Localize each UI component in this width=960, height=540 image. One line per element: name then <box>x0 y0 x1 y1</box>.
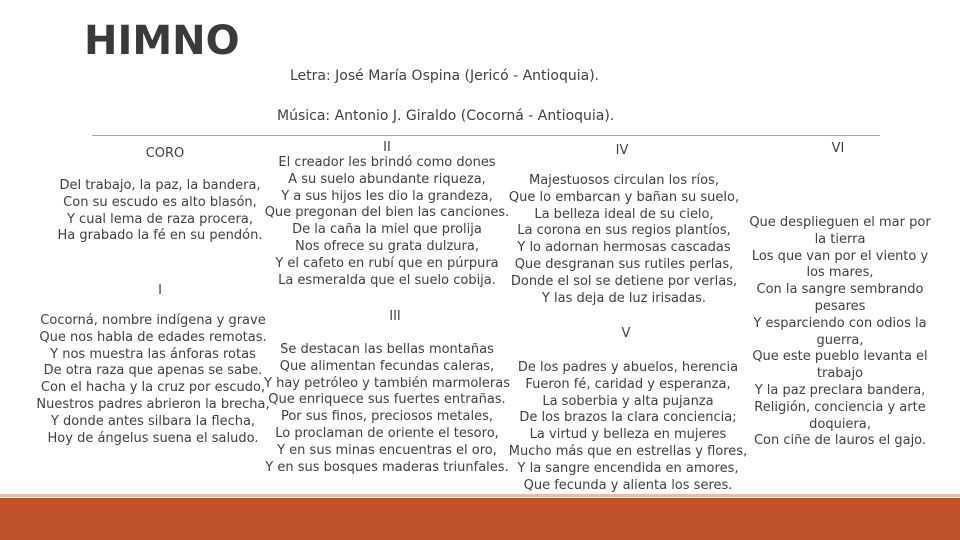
stanza-line: Y cual lema de raza procera, <box>66 211 253 227</box>
stanza-line: Con ciñe de lauros el gajo. <box>753 433 927 449</box>
stanza-2 <box>264 155 510 289</box>
stanza-line: Por sus finos, preciosos metales, <box>280 409 494 425</box>
stanza-line: Y la sangre encendida en amores, <box>517 460 739 476</box>
stanza-1 <box>36 313 270 447</box>
music-credit: Música: Antonio J. Giraldo (Cocorná - Antioquia). <box>277 108 615 124</box>
stanza-line: Y nos muestra las ánforas rotas <box>50 346 256 362</box>
stanza-3 <box>264 342 510 476</box>
stanza-line: Cocorná, nombre indígena y grave <box>40 313 266 328</box>
lyrics-credit: Letra: José María Ospina (Jericó - Antioquia). <box>290 68 600 84</box>
footer-bar <box>0 498 960 540</box>
stanza-line: La soberbia y alta pujanza <box>542 393 714 409</box>
stanza-line: Y las deja de luz irisadas. <box>541 290 707 306</box>
stanza-line: La virtud y belleza en mujeres <box>529 427 727 443</box>
stanza-line: Donde el sol se detiene por verlas, <box>510 273 738 289</box>
stanza-line: El creador les brindó como dones <box>278 155 496 170</box>
stanza-line: Nuestros padres abrieron la brecha, <box>36 396 270 412</box>
stanza-line: Con la sangre sembrando pesares <box>756 282 924 314</box>
stanza-6 <box>742 215 938 450</box>
divider <box>92 135 880 136</box>
stanza-line: Y hay petróleo y también marmoleras <box>264 375 511 391</box>
stanza-line: De los brazos la clara conciencia; <box>519 410 737 426</box>
stanza-line: De la caña la miel que prolija <box>292 222 482 238</box>
stanza-line: Nos ofrece su grata dulzura, <box>295 238 479 254</box>
stanza-line: Que alimentan fecundas caleras, <box>279 358 495 374</box>
stanza-line: Y lo adornan hermosas cascadas <box>517 240 731 256</box>
stanza-line: Y en sus minas encuentras el oro, <box>277 442 497 458</box>
stanza-2-heading: II <box>383 140 391 155</box>
footer-accent-line <box>0 494 960 497</box>
stanza-1-heading: I <box>158 283 162 298</box>
stanza-line: Y la paz preclara bandera, <box>754 382 926 398</box>
stanza-line: De los padres y abuelos, herencia <box>517 360 739 375</box>
stanza-line: Mucho más que en estrellas y flores, <box>508 443 748 459</box>
stanza-line: La esmeralda que el suelo cobija. <box>278 272 496 288</box>
stanza-line: La corona en sus regios plantíos, <box>517 223 731 239</box>
stanza-line: Y en sus bosques maderas triunfales. <box>265 459 509 475</box>
page-title: HIMNO <box>84 18 240 64</box>
stanza-line: Y esparciendo con odios la guerra, <box>753 315 927 348</box>
stanza-line: Que desplieguen el mar por la tierra <box>749 215 931 247</box>
stanza-line: Majestuosos circulan los ríos, <box>529 173 719 188</box>
stanza-5-heading: V <box>621 326 631 341</box>
stanza-line: Que enriquece sus fuertes entrañas. <box>268 392 506 408</box>
coro-stanza <box>40 178 280 245</box>
stanza-line: Que nos habla de edades remotas. <box>39 329 267 345</box>
stanza-line: Lo proclaman de oriente el tesoro, <box>275 425 499 441</box>
stanza-line: Con el hacha y la cruz por escudo, <box>40 380 266 396</box>
stanza-line: Que este pueblo levanta el trabajo <box>752 349 928 382</box>
stanza-4 <box>504 173 744 307</box>
stanza-line: Y a sus hijos les dio la grandeza, <box>281 188 493 204</box>
stanza-4-heading: IV <box>615 143 629 158</box>
stanza-line: Con su escudo es alto blasón, <box>63 194 257 210</box>
stanza-5 <box>504 360 752 494</box>
stanza-3-heading: III <box>389 309 401 324</box>
stanza-line: A su suelo abundante riqueza, <box>288 171 486 187</box>
stanza-line: Que desgranan sus rutiles perlas, <box>514 256 734 272</box>
stanza-line: Ha grabado la fé en su pendón. <box>57 228 263 244</box>
stanza-line: Los que van por el viento y los mares, <box>751 248 929 281</box>
stanza-line: Se destacan las bellas montañas <box>280 342 494 357</box>
stanza-line: Del trabajo, la paz, la bandera, <box>59 178 261 193</box>
stanza-line: Que pregonan del bien las canciones. <box>264 205 510 221</box>
stanza-line: Religión, conciencia y arte doquiera, <box>754 399 926 432</box>
coro-heading: CORO <box>145 146 185 161</box>
stanza-line: Y donde antes silbara la flecha, <box>50 413 256 429</box>
stanza-line: Que lo embarcan y bañan su suelo, <box>508 189 740 205</box>
stanza-6-heading: VI <box>831 141 845 156</box>
stanza-line: Hoy de ángelus suena el saludo. <box>47 430 259 446</box>
stanza-line: Y el cafeto en rubí que en púrpura <box>275 255 499 271</box>
stanza-line: Que fecunda y alienta los seres. <box>523 477 733 493</box>
stanza-line: De otra raza que apenas se sabe. <box>43 363 263 379</box>
stanza-line: La belleza ideal de su cielo, <box>534 206 714 222</box>
stanza-line: Fueron fé, caridad y esperanza, <box>525 376 731 392</box>
